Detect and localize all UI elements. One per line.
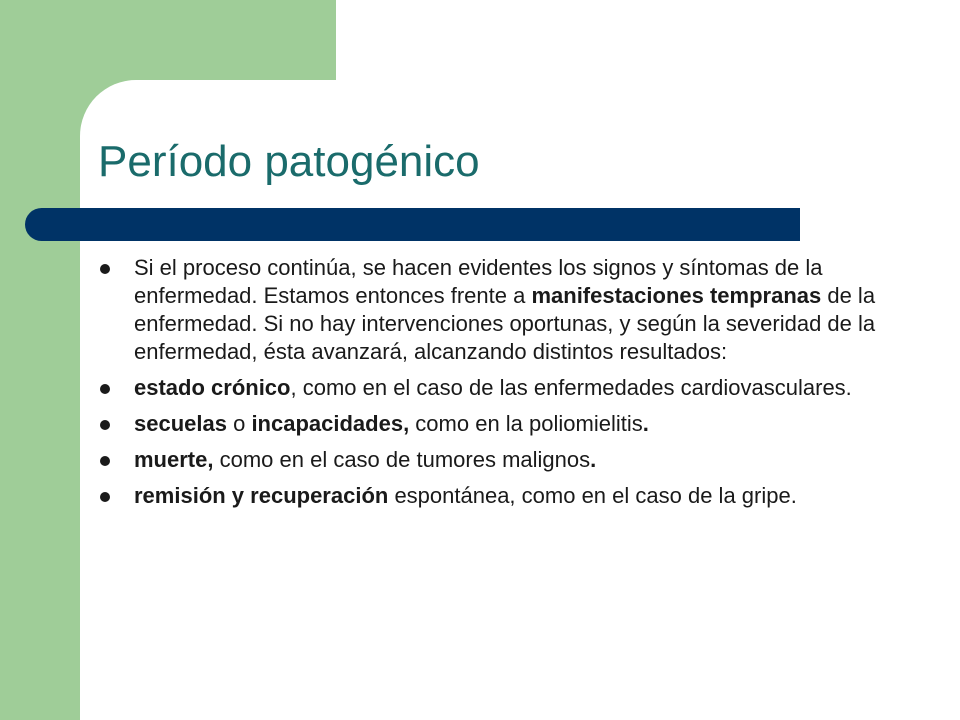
bullet-bold-text: muerte,: [134, 447, 214, 472]
bullet-item-chronic: [100, 374, 890, 402]
bullet-list: [100, 254, 890, 518]
bullet-bold-text: remisión y recuperación: [134, 483, 389, 508]
bullet-text: como en el caso de tumores malignos: [213, 447, 591, 472]
bullet-item-remission: [100, 482, 890, 510]
bullet-bold-text: incapacidades,: [251, 411, 410, 436]
bullet-text: de la enfermedad. Si no hay intervenciones oportunas, y según la severidad de la enfermedad, ésta avanzará, alcanzando distintos resultados:: [134, 283, 876, 364]
bullet-dot-icon: [100, 264, 110, 274]
bullet-dot-icon: [100, 456, 110, 466]
bullet-dot-icon: [100, 492, 110, 502]
bullet-bold-text: manifestaciones tempranas: [531, 283, 822, 308]
bullet-text: Si el proceso continúa, se hacen evidentes los signos y síntomas de la enfermedad. Estamos entonces frente a: [134, 255, 823, 308]
bullet-text: espontánea, como en el caso de la gripe.: [388, 483, 797, 508]
bullet-item-death: [100, 446, 890, 474]
bullet-item-sequelae: [100, 410, 890, 438]
bullet-bold-text: estado crónico: [134, 375, 291, 400]
bullet-dot-icon: [100, 420, 110, 430]
bullet-text: , como en el caso de las enfermedades cardiovasculares.: [290, 375, 852, 400]
bullet-item-intro: [100, 254, 890, 366]
bullet-bold-text: .: [642, 411, 649, 436]
bullet-bold-text: secuelas: [134, 411, 227, 436]
title-underline-bar: [25, 208, 800, 241]
bullet-text: como en la poliomielitis: [409, 411, 643, 436]
bullet-bold-text: .: [590, 447, 597, 472]
bullet-text: o: [226, 411, 252, 436]
bullet-dot-icon: [100, 384, 110, 394]
slide-title: Período patogénico: [98, 137, 480, 186]
